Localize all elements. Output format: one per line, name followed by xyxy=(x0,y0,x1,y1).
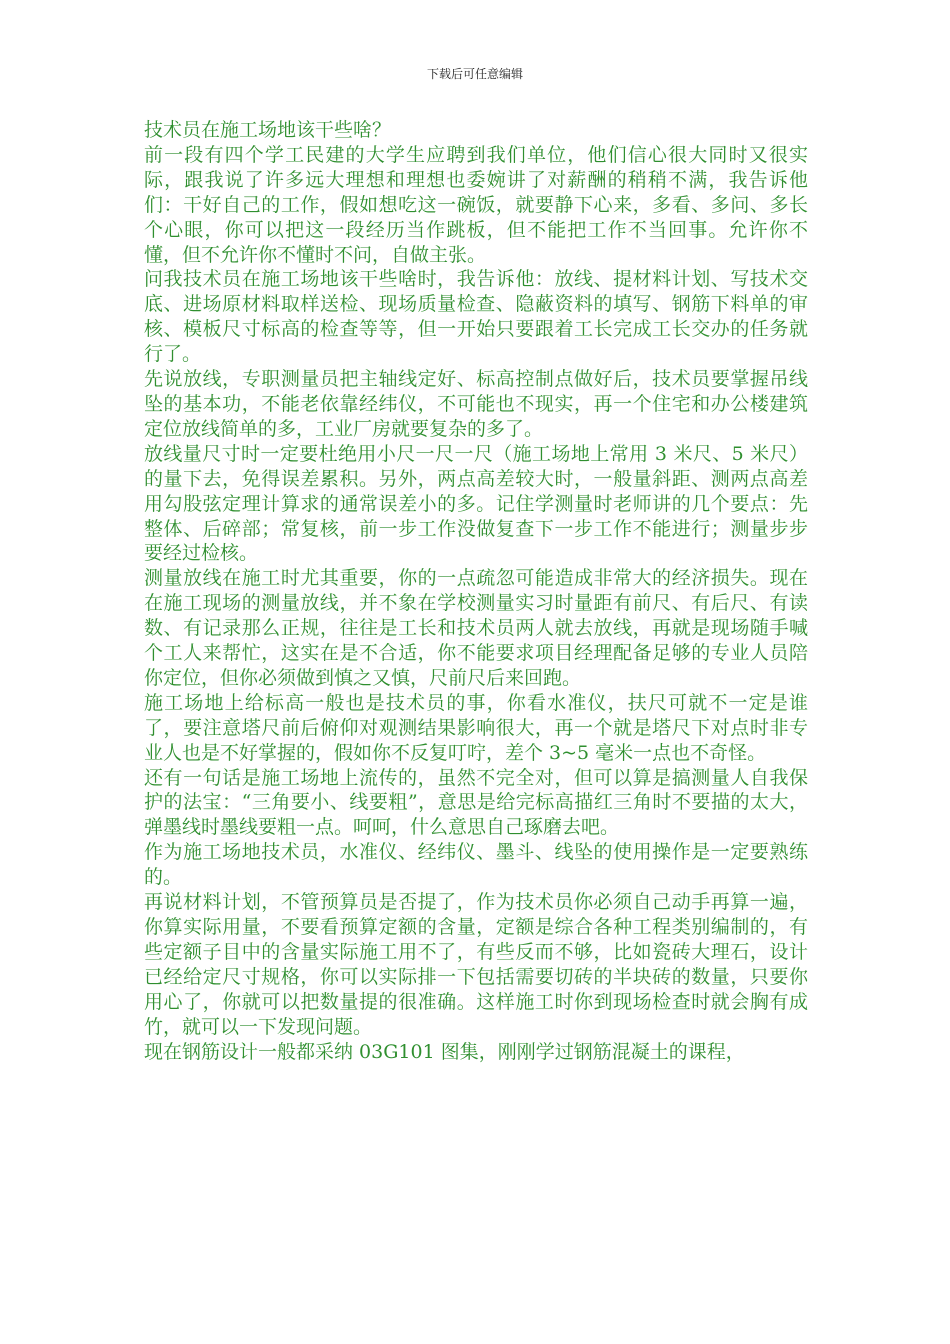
paragraph: 作为施工场地技术员，水准仪、经纬仪、墨斗、线坠的使用操作是一定要熟练的。 xyxy=(144,841,808,889)
paragraph: 还有一句话是施工场地上流传的，虽然不完全对，但可以算是搞测量人自我保护的法宝：“三角要小、线要粗”，意思是给完标高描红三角时不要描的太大，弹墨线时墨线要粗一点。呵呵，什么意思自己琢磨去吧。 xyxy=(144,766,808,839)
paragraph: 测量放线在施工时尤其重要，你的一点疏忽可能造成非常大的经济损失。现在在施工现场的测量放线，并不象在学校测量实习时量距有前尺、有后尺、有读数、有记录那么正规，往往是工长和技术员两人就去放线，再就是现场随手喊个工人来帮忙，这实在是不合适，你不能要求项目经理配备足够的专业人员陪你定位，但你必须做到慎之又慎，尺前尺后来回跑。 xyxy=(144,567,808,689)
page-header: 下载后可任意编辑 xyxy=(426,67,523,81)
paragraph: 问我技术员在施工场地该干些啥时，我告诉他：放线、提材料计划、写技术交底、进场原材料取样送检、现场质量检查、隐蔽资料的填写、钢筋下料单的审核、模板尺寸标高的检查等等，但一开始只要跟着工长完成工长交办的任务就行了。 xyxy=(144,268,808,366)
paragraph: 前一段有四个学工民建的大学生应聘到我们单位，他们信心很大同时又很实际，跟我说了许多远大理想和理想也委婉讲了对薪酬的稍稍不满，我告诉他们：干好自己的工作，假如想吃这一碗饭，就要静下心来，多看、多问、多长个心眼，你可以把这一段经历当作跳板，但不能把工作不当回事。允许你不懂，但不允许你不懂时不问，自做主张。 xyxy=(144,143,808,266)
paragraph: 现在钢筋设计一般都采纳 03G101 图集，刚刚学过钢筋混凝土的课程， xyxy=(144,1040,745,1063)
document-body xyxy=(144,118,808,1064)
document-title: 技术员在施工场地该干些啥？ xyxy=(144,119,392,141)
paragraph: 再说材料计划，不管预算员是否提了，作为技术员你必须自己动手再算一遍，你算实际用量，不要看预算定额的含量，定额是综合各种工程类别编制的，有些定额子目中的含量实际施工用不了，有些反而不够，比如瓷砖大理石，设计已经给定尺寸规格，你可以实际排一下包括需要切砖的半块砖的数量，只要你用心了，你就可以把数量提的很准确。这样施工时你到现场检查时就会胸有成竹，就可以一下发现问题。 xyxy=(144,891,808,1038)
paragraph: 放线量尺寸时一定要杜绝用小尺一尺一尺（施工场地上常用 3 米尺、5 米尺）的量下去，免得误差累积。另外，两点高差较大时，一般量斜距、测两点高差用勾股弦定理计算求的通常误差小的多。记住学测量时老师讲的几个要点：先整体、后碎部；常复核，前一步工作没做复查下一步工作不能进行；测量步步要经过检核。 xyxy=(144,442,808,565)
paragraph: 先说放线，专职测量员把主轴线定好、标高控制点做好后，技术员要掌握吊线坠的基本功，不能老依靠经纬仪，不可能也不现实，再一个住宅和办公楼建筑定位放线简单的多，工业厂房就要复杂的多了。 xyxy=(144,368,808,440)
paragraph: 施工场地上给标高一般也是技术员的事，你看水准仪，扶尺可就不一定是谁了，要注意塔尺前后俯仰对观测结果影响很大，再一个就是塔尺下对点时非专业人也是不好掌握的，假如你不反复叮咛，差个 3~5 毫米一点也不奇怪。 xyxy=(144,691,808,764)
